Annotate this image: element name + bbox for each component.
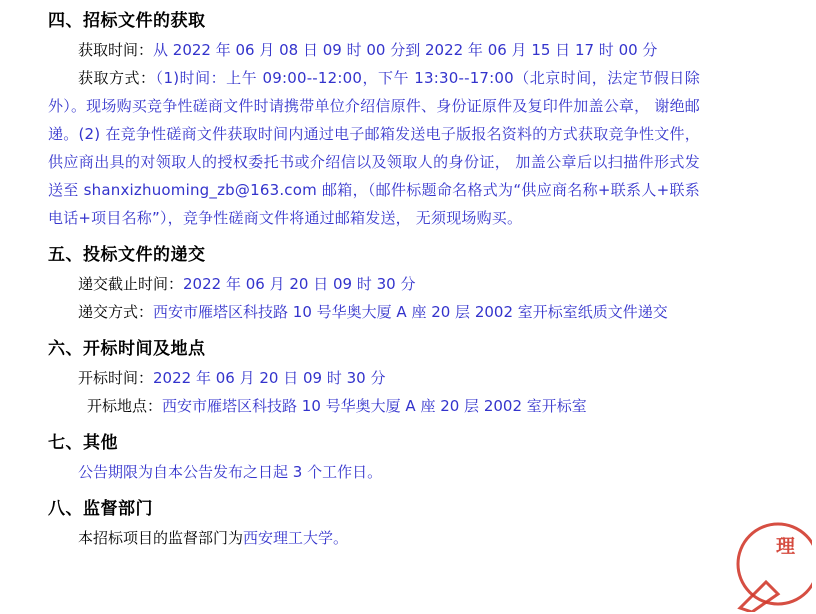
bid-opening-place-label: 开标地点： (87, 397, 163, 415)
supervision-department-row (48, 524, 700, 552)
bid-opening-place-value: 西安市雁塔区科技路 10 号华奥大厦 A 座 20 层 2002 室开标室 (162, 397, 587, 415)
section-投标文件的递交 (48, 242, 700, 326)
section-heading-wrap (48, 242, 700, 268)
section-heading: 八、监督部门 (48, 499, 153, 519)
supervision-department-value: 西安理工大学。 (243, 529, 349, 547)
section-heading: 五、投标文件的递交 (48, 245, 206, 265)
section-开标时间及地点 (48, 336, 700, 420)
acquisition-method-label: 获取方式： (78, 69, 156, 87)
notice-period-row (48, 458, 700, 486)
notice-period-value: 公告期限为自本公告发布之日起 3 个工作日。 (78, 463, 383, 481)
submission-method-label: 递交方式： (78, 303, 154, 321)
section-heading-wrap (48, 430, 700, 456)
section-heading-wrap (48, 336, 700, 362)
section-heading-wrap (48, 496, 700, 522)
seal-icon (726, 520, 812, 612)
section-监督部门 (48, 496, 700, 552)
red-seal-stamp (726, 520, 812, 612)
bid-opening-time-row (48, 364, 700, 392)
section-heading: 四、招标文件的获取 (48, 11, 206, 31)
supervision-department-label: 本招标项目的监督部门为 (78, 529, 244, 547)
bid-opening-place-row (48, 392, 700, 420)
section-heading-wrap (48, 8, 700, 34)
acquisition-time-row (48, 36, 700, 64)
acquisition-time-label: 获取时间： (78, 41, 154, 59)
section-heading: 七、其他 (48, 433, 118, 453)
submission-deadline-row (48, 270, 700, 298)
submission-method-value: 西安市雁塔区科技路 10 号华奥大厦 A 座 20 层 2002 室开标室纸质文件递交 (153, 303, 668, 321)
section-招标文件的获取 (48, 8, 700, 232)
submission-method-row (48, 298, 700, 326)
section-其他 (48, 430, 700, 486)
seal-text: 理 (773, 536, 795, 557)
document-content (48, 8, 700, 552)
acquisition-method-value: （1)时间：上午 09:00--12:00，下午 13:30--17:00（北京时间，法定节假日除外）。现场购买竞争性磋商文件时请携带单位介绍信原件、身份证原件及复印件加盖公章， 谢绝邮递。(2) 在竞争性磋商文件获取时间内通过电子邮箱发送电子版报名资料的方式获取竞争性文件， 供应商出具的对领取人的授权委托书或介绍信以及领取人的身份证， 加盖公章后以扫描件形式发送至 shanxizhuoming_zb@163.com 邮箱，（邮件标题命名格式为“供应商名称+联系人+联系电话+项目名称”），竞争性磋商文件将通过邮箱发送， 无须现场购买。 (48, 69, 700, 227)
bid-opening-time-value: 2022 年 06 月 20 日 09 时 30 分 (153, 369, 386, 387)
bid-opening-time-label: 开标时间： (78, 369, 154, 387)
acquisition-method-paragraph (48, 64, 700, 232)
submission-deadline-label: 递交截止时间： (78, 275, 184, 293)
submission-deadline-value: 2022 年 06 月 20 日 09 时 30 分 (183, 275, 416, 293)
acquisition-time-value: 从 2022 年 06 月 08 日 09 时 00 分到 2022 年 06 月 15 日 17 时 00 分 (153, 41, 658, 59)
section-heading: 六、开标时间及地点 (48, 339, 206, 359)
